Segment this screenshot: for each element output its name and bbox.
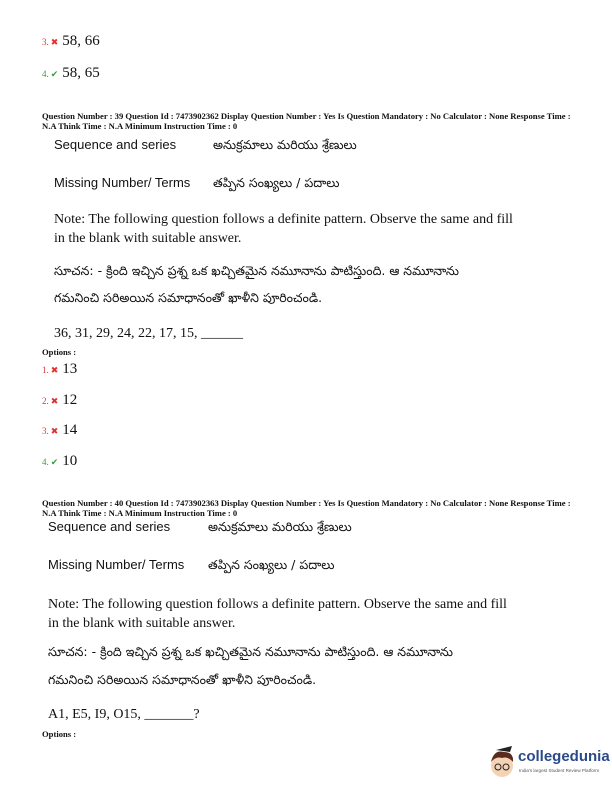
topic-te: అనుక్రమాలు మరియు శ్రేణులు [208,519,352,534]
wrong-icon: ✖ [50,365,59,375]
check-icon: ✔ [50,69,59,79]
option-number: 1. [42,365,49,375]
topic-en: Sequence and series [54,137,177,152]
note-te-line2: గమనించి సరిఅయిన సమాధానంతో ఖాళీని పూరించండి. [54,290,323,305]
option-2 [42,391,77,409]
wrong-icon: ✖ [50,396,59,406]
note-en: Note: The following question follows a definite pattern. Observe the same and fill in the blank with suitable answer. [54,212,513,246]
option-4 [42,64,100,82]
subtopic-en: Missing Number/ Terms [48,557,185,572]
option-number: 4. [42,69,49,79]
note-te-line1: సూచన: - క్రింది ఇచ్చిన ప్రశ్న ఒక ఖచ్చితమైన నమూనాను పాటిస్తుంది. ఆ నమూనాను [48,644,453,659]
option-text: 58, 66 [62,33,100,49]
subtopic-en: Missing Number/ Terms [54,175,191,190]
question-header: Question Number : 40 Question Id : 7473902363 Display Question Number : Yes Is Question Mandatory : No Calculator : None Response Time : N.A Think Time : N.A Minimum Instruction Time : 0 [42,498,571,518]
note-en: Note: The following question follows a definite pattern. Observe the same and fill in the blank with suitable answer. [48,597,507,631]
option-1 [42,360,77,378]
logo-tagline: India's largest Student Review Platform [519,768,600,773]
options-label: Options : [42,347,77,357]
collegedunia-logo [488,742,608,786]
wrong-icon: ✖ [50,37,59,47]
options-label: Options : [42,729,77,739]
mascot-icon [488,744,516,782]
option-number: 4. [42,457,49,467]
logo-name: collegedunia [518,748,610,765]
option-4 [42,452,77,470]
option-text: 58, 65 [62,65,100,81]
note-te-line1: సూచన: - క్రింది ఇచ్చిన ప్రశ్న ఒక ఖచ్చితమైన నమూనాను పాటిస్తుంది. ఆ నమూనాను [54,263,459,278]
topic-te: అనుక్రమాలు మరియు శ్రేణులు [213,137,357,152]
question-text: 36, 31, 29, 24, 22, 17, 15, ______ [54,326,243,341]
option-number: 2. [42,396,49,406]
topic-en: Sequence and series [48,519,171,534]
option-text: 14 [62,422,78,438]
wrong-icon: ✖ [50,426,59,436]
option-number: 3. [42,426,49,436]
option-text: 13 [62,361,78,377]
question-text: A1, E5, I9, O15, _______? [48,707,200,722]
subtopic-te: తప్పిన సంఖ్యలు / పదాలు [213,175,340,190]
note-te-line2: గమనించి సరిఅయిన సమాధానంతో ఖాళీని పూరించండి. [48,672,317,687]
check-icon: ✔ [50,457,59,467]
subtopic-te: తప్పిన సంఖ్యలు / పదాలు [208,557,335,572]
question-header: Question Number : 39 Question Id : 7473902362 Display Question Number : Yes Is Question Mandatory : No Calculator : None Response Time : N.A Think Time : N.A Minimum Instruction Time : 0 [42,111,571,131]
option-3 [42,32,100,50]
option-number: 3. [42,37,49,47]
option-text: 12 [62,392,78,408]
option-text: 10 [62,453,78,469]
option-3 [42,421,77,439]
